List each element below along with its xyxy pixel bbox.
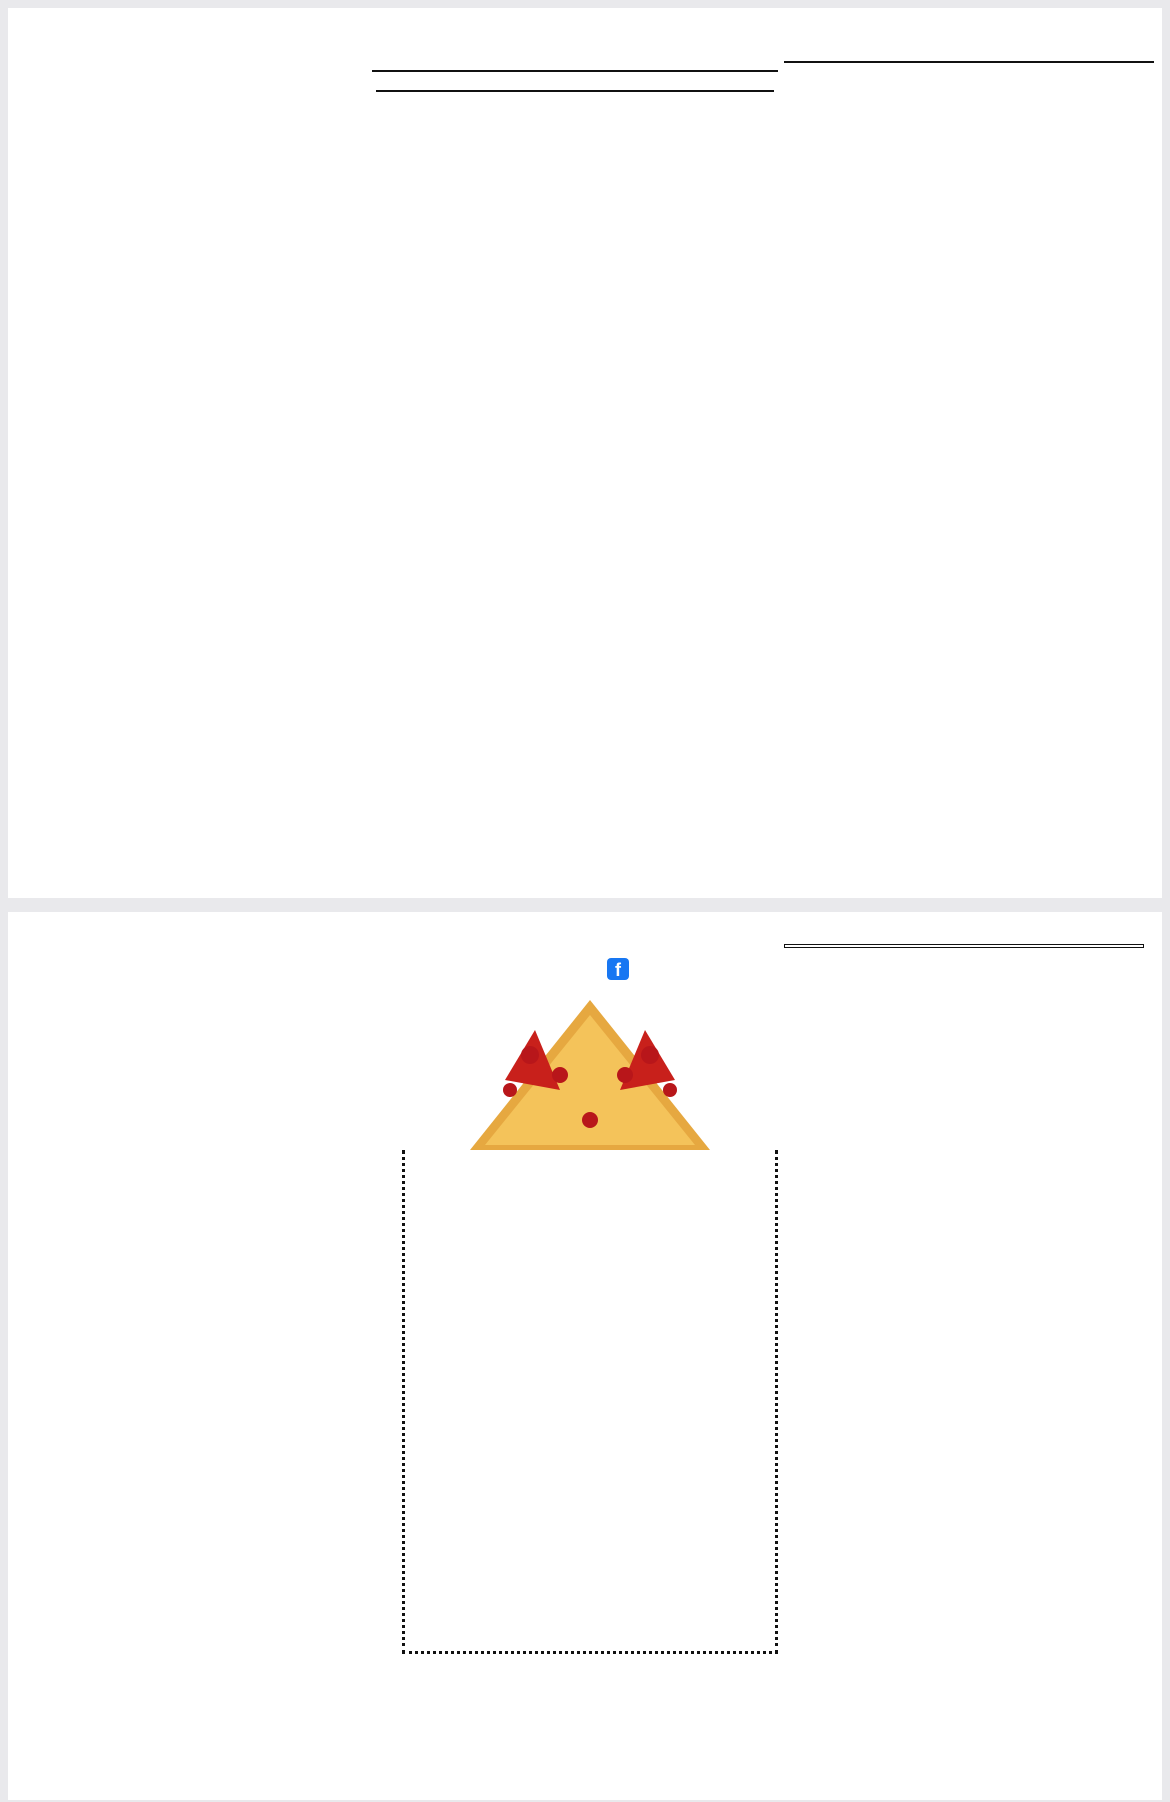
voted-best	[400, 950, 550, 961]
menu-page-2	[8, 912, 1162, 1800]
subs-column	[784, 942, 1144, 953]
calzones-column	[784, 52, 1154, 105]
middle-column	[376, 34, 774, 96]
center-column	[400, 942, 780, 1654]
chicken-sandwich-section	[784, 61, 1154, 105]
specials-box	[402, 1150, 778, 1654]
pizza-column	[42, 950, 397, 980]
logo-area	[400, 980, 780, 1150]
wings-section	[376, 86, 774, 92]
menu-page-1	[8, 8, 1162, 898]
meekers-logo	[400, 980, 780, 1150]
facebook-icon: f	[607, 958, 629, 980]
subs-extras-box	[784, 944, 1144, 948]
wing-price-row	[376, 89, 774, 92]
